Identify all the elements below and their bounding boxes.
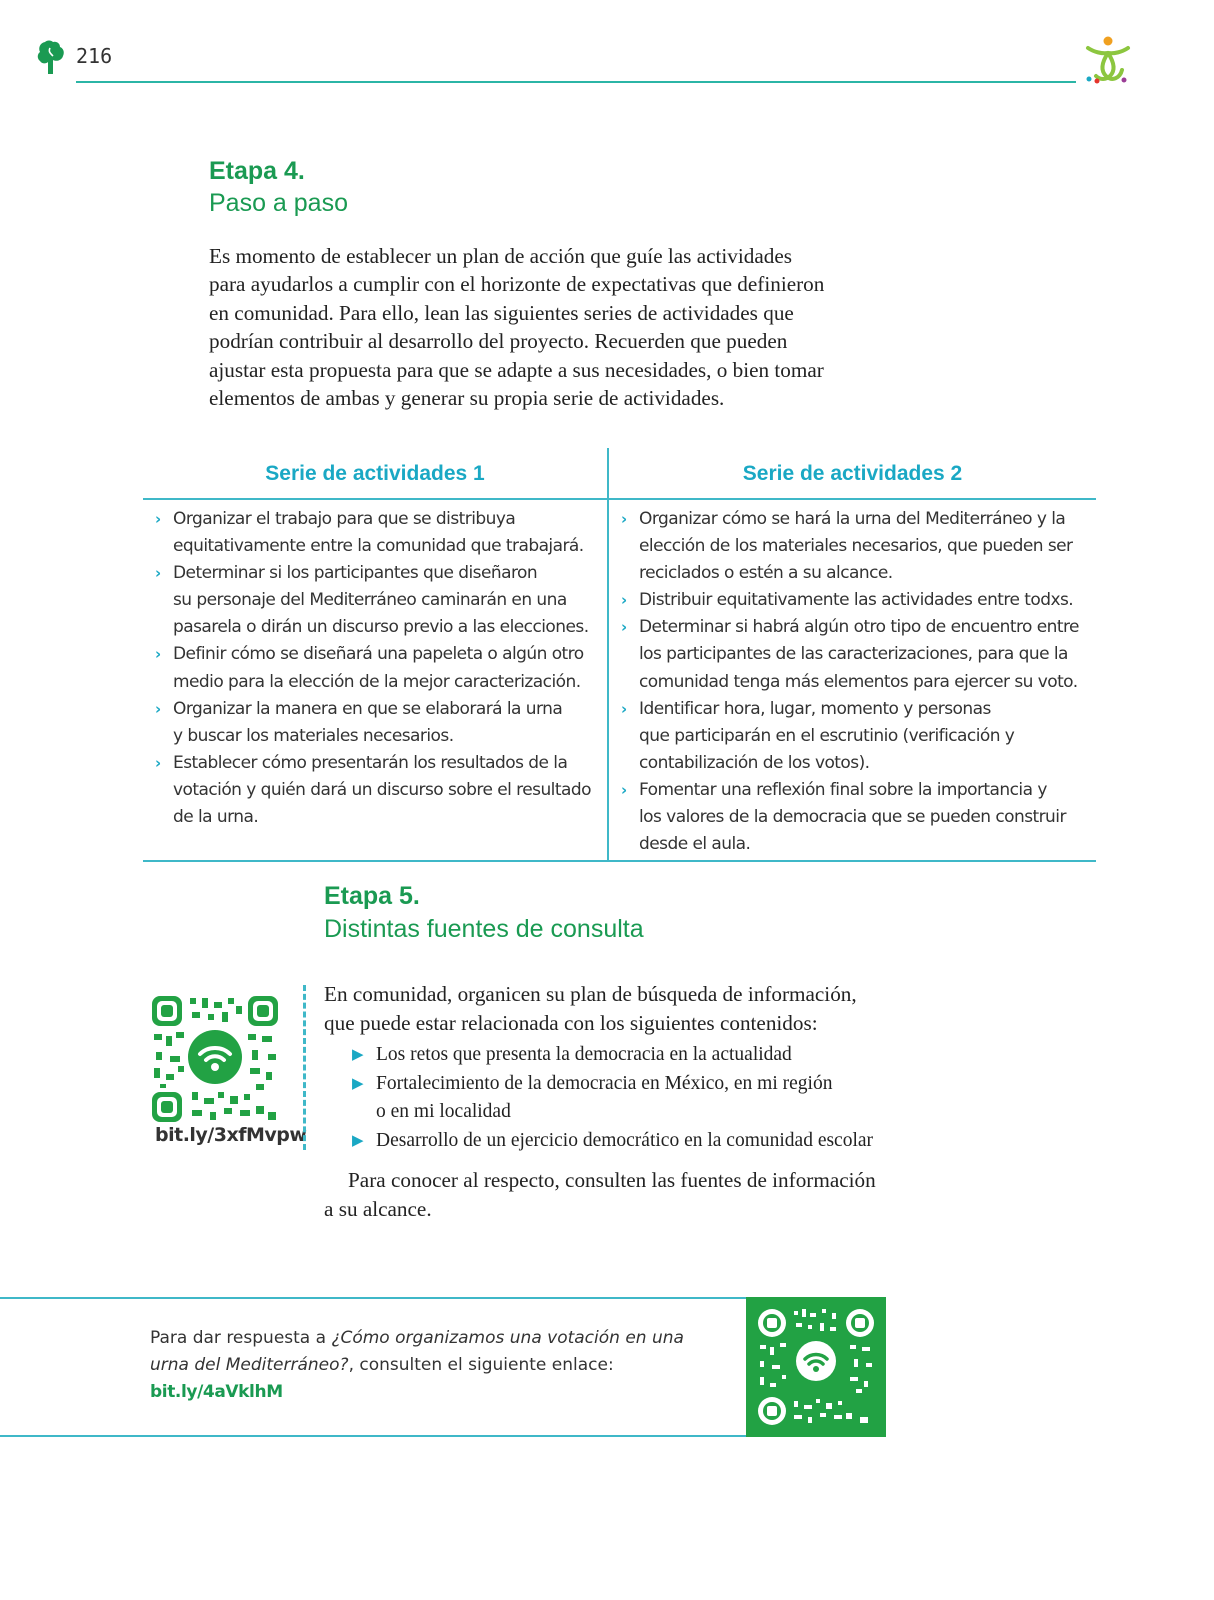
list-item: › Determinar si habrá algún otro tipo de encuentro entre los participantes de las caracterizaciones, para que la comunidad tenga más elementos para ejercer su voto. <box>615 614 1093 695</box>
figure-logo-icon <box>1080 34 1136 90</box>
etapa4-intro <box>209 242 889 412</box>
page-number: 216 <box>76 44 113 68</box>
series2-title: Serie de actividades 2 <box>742 462 963 485</box>
etapa5-closing <box>324 1166 944 1224</box>
triangle-bullet-icon: ▶ <box>352 1132 364 1149</box>
qr-code-icon[interactable] <box>152 996 278 1122</box>
series1-list <box>149 506 601 831</box>
qr-link[interactable]: bit.ly/3xfMvpw <box>155 1124 307 1146</box>
list-item: › Fomentar una reflexión final sobre la importancia y los valores de la democracia que se pueden construir desde el aula. <box>615 777 1093 858</box>
intro-line: que puede estar relacionada con los siguientes contenidos: <box>324 1011 818 1035</box>
link-box-text: Para dar respuesta a ¿Cómo organizamos una votación en una urna del Mediterráneo?, consulten el siguiente enlace: bit.ly/4aVklhM <box>150 1325 730 1406</box>
etapa4-subtitle: Paso a paso <box>209 189 348 217</box>
dashed-divider <box>303 985 306 1150</box>
list-item: › Distribuir equitativamente las actividades entre todxs. <box>615 587 1093 614</box>
etapa5-intro <box>324 980 944 1038</box>
header-rule <box>76 81 1076 83</box>
list-item: › Determinar si los participantes que diseñaron su personaje del Mediterráneo caminarán en una pasarela o dirán un discurso previo a las elecciones. <box>149 560 601 641</box>
list-item: › Organizar el trabajo para que se distribuya equitativamente entre la comunidad que trabajará. <box>149 506 601 560</box>
link-box <box>0 1297 886 1437</box>
activities-table <box>143 448 1096 862</box>
table-bottom-rule <box>143 860 1096 862</box>
chevron-right-icon: › <box>155 510 161 528</box>
chevron-right-icon: › <box>621 510 627 528</box>
triangle-bullet-icon: ▶ <box>352 1047 364 1063</box>
intro-line: ajustar esta propuesta para que se adapte a sus necesidades, o bien tomar <box>209 357 824 382</box>
table-divider <box>607 448 609 862</box>
list-item: › Organizar la manera en que se elaborará la urna y buscar los materiales necesarios. <box>149 696 601 750</box>
chevron-right-icon: › <box>155 645 161 664</box>
qr-code-box[interactable] <box>746 1297 886 1437</box>
intro-line: en comunidad. Para ello, lean las siguientes series de actividades que <box>209 300 794 325</box>
intro-line: podrían contribuir al desarrollo del proyecto. Recuerden que pueden <box>209 329 788 354</box>
etapa5-title: Etapa 5. <box>324 882 420 910</box>
chevron-right-icon: › <box>155 564 161 583</box>
chevron-right-icon: › <box>155 699 161 718</box>
chevron-right-icon: › <box>621 699 627 718</box>
list-item: › Definir cómo se diseñará una papeleta o algún otro medio para la elección de la mejor caracterización. <box>149 641 601 695</box>
chevron-right-icon: › <box>621 780 627 799</box>
table-header-rule <box>143 498 1096 500</box>
list-item: ▶ Desarrollo de un ejercicio democrático en la comunidad escolar <box>350 1127 873 1156</box>
closing-line: a su alcance. <box>324 1197 432 1221</box>
list-item: ▶ Fortalecimiento de la democracia en México, en mi región o en mi localidad <box>350 1070 873 1127</box>
intro-line: para ayudarlos a cumplir con el horizonte de expectativas que definieron <box>209 272 825 297</box>
intro-line: En comunidad, organicen su plan de búsqueda de información, <box>324 982 857 1006</box>
intro-line: elementos de ambas y generar su propia serie de actividades. <box>209 386 725 411</box>
list-item: › Organizar cómo se hará la urna del Mediterráneo y la elección de los materiales necesarios, que pueden ser reciclados o estén a su alcance. <box>615 506 1093 587</box>
list-item: › Establecer cómo presentarán los resultados de la votación y quién dará un discurso sobre el resultado de la urna. <box>149 750 601 831</box>
series2-list <box>615 506 1093 858</box>
chevron-right-icon: › <box>621 618 627 637</box>
closing-line: Para conocer al respecto, consulten las fuentes de información <box>348 1168 876 1192</box>
intro-line: Es momento de establecer un plan de acción que guíe las actividades <box>209 244 793 268</box>
tree-icon <box>36 40 66 76</box>
etapa5-subtitle: Distintas fuentes de consulta <box>324 915 644 943</box>
qr-code-icon <box>746 1297 886 1437</box>
etapa5-list <box>350 1041 873 1155</box>
chevron-right-icon: › <box>621 591 627 610</box>
chevron-right-icon: › <box>155 753 161 772</box>
bottom-link[interactable]: bit.ly/4aVklhM <box>150 1382 283 1402</box>
etapa4-title: Etapa 4. <box>209 157 305 185</box>
list-item: › Identificar hora, lugar, momento y personas que participarán en el escrutinio (verificación y contabilización de los votos). <box>615 696 1093 777</box>
triangle-bullet-icon: ▶ <box>352 1075 364 1092</box>
series1-title: Serie de actividades 1 <box>265 462 485 485</box>
list-item: ▶ Los retos que presenta la democracia en la actualidad <box>350 1041 873 1070</box>
